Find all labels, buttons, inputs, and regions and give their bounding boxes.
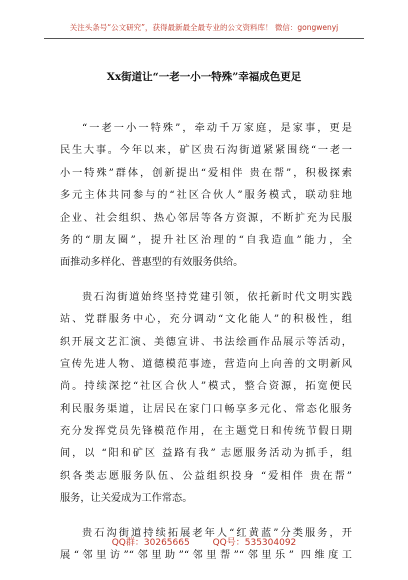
- paragraph-line: 织各类志愿服务队伍、公益组织投身 “爱相伴 贵在帮”: [60, 470, 352, 482]
- paragraph-line: 面推动多样化、普惠型的有效服务供给。: [60, 257, 244, 269]
- paragraph-line: 织开展文艺汇演、美德宣讲、书法绘画作品展示等活动，: [60, 336, 352, 348]
- paragraph-line: “一老一小一特殊”，牵动千万家庭，是家事，更是: [82, 123, 352, 134]
- paragraph-line: 间，以 “阳和矿区 益路有我” 志愿服务活动为抓手，组: [60, 448, 352, 460]
- paragraph-line: 小一特殊”群体，创新提出“爱相伴 贵在帮”，积极探索: [60, 167, 352, 179]
- paragraph-line: 服务，让关爱成为工作常态。: [60, 493, 193, 505]
- paragraph-line: 宣传先进人物、道德模范事迹，营造向上向善的文明新风: [60, 358, 352, 370]
- footer-qq-number: QQ号：535304092: [212, 538, 297, 548]
- paragraph-line: 企业、社会组织、热心邻居等各方资源，不断扩充为民服: [60, 212, 352, 224]
- paragraph-line: 利民服务渠道，让居民在家门口畅享多元化、常态化服务: [60, 403, 352, 415]
- paragraph-line: 贵石沟街道持续拓展老年人“红黄蓝”分类服务，开: [82, 527, 352, 539]
- document-body: [60, 118, 352, 567]
- footer-qq-group: QQ群：30265665: [111, 538, 190, 548]
- paragraph-line: 务的“朋友圈”，提升社区治理的“自我造血”能力，全: [60, 234, 352, 246]
- paragraph-line: 多元主体共同参与的“社区合伙人”服务模式，联动驻地: [60, 190, 352, 202]
- paragraph-line: 尚。持续深挖“社区合伙人”模式，整合资源，拓宽便民: [60, 381, 352, 393]
- paragraph-line: 站、党群服务中心，充分调动“文化能人”的积极性，组: [60, 314, 352, 326]
- header-promo-note: 关注头条号“公文研究”，获得最新最全最专业的公文资料库！ 微信：gongwenyj: [69, 23, 339, 32]
- document-title: Xx街道让“一老一小一特殊”幸福成色更足: [106, 71, 302, 83]
- paragraph-line: 民生大事。今年以来，矿区贵石沟街道紧紧围绕“一老一: [60, 145, 352, 157]
- paragraph-line: 展“邻里访”“邻里助”“邻里帮”“邻里乐” 四维度工: [60, 550, 352, 562]
- paragraph-line: 充分发挥党员先锋模范作用，在主题党日和传统节假日期: [60, 426, 352, 438]
- header-divider: [44, 38, 364, 39]
- footer-contact: [0, 535, 408, 548]
- paragraph-line: 贵石沟街道始终坚持党建引领，依托新时代文明实践: [82, 291, 352, 303]
